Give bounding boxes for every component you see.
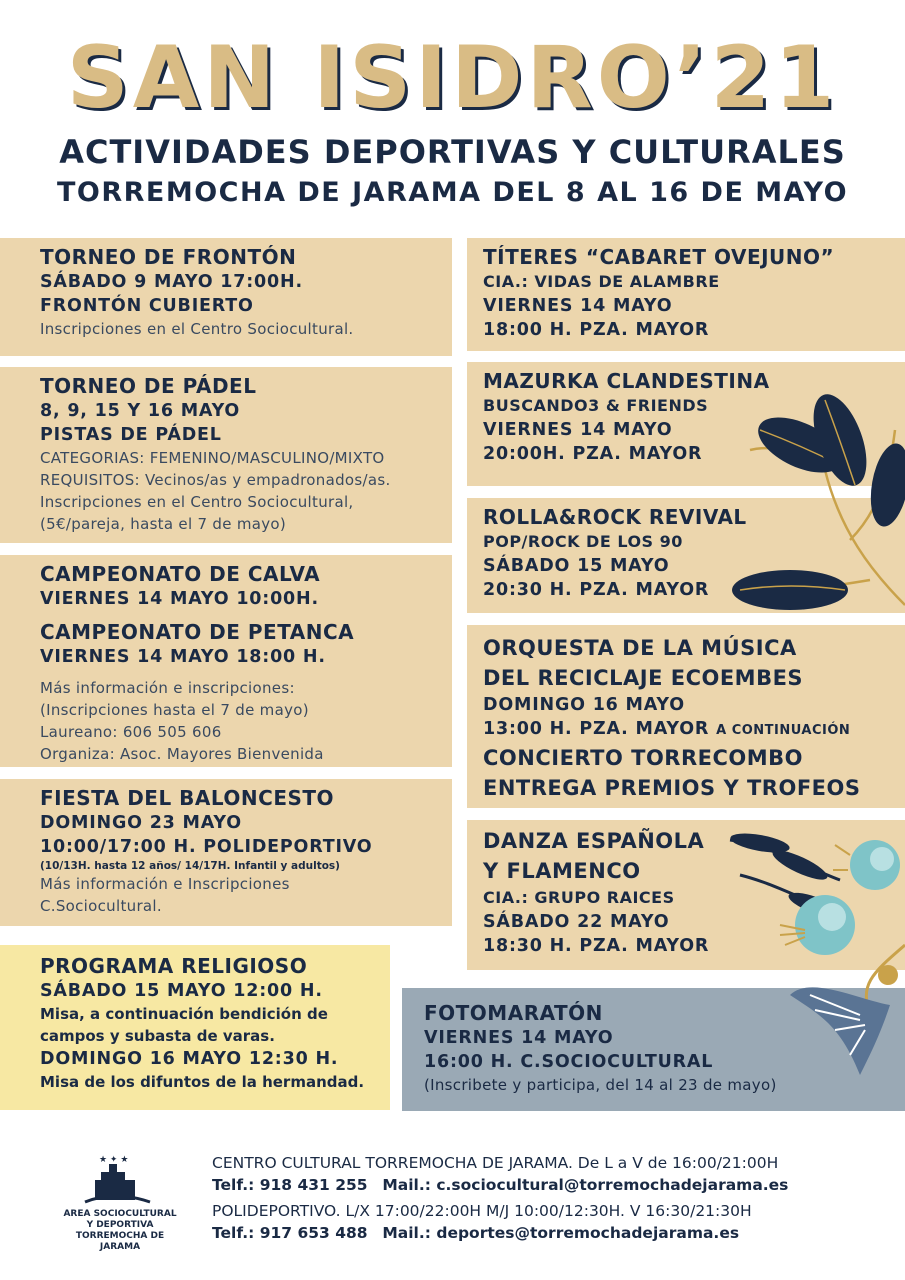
danza-time: 18:30 H. PZA. MAYOR xyxy=(483,936,710,956)
castle-logo-icon xyxy=(55,1150,185,1205)
titeres-date: VIERNES 14 MAYO xyxy=(483,296,673,316)
orquesta-after: A CONTINUACIÓN xyxy=(716,723,851,738)
padel-inscriptions: Inscripciones en el Centro Sociocultural, xyxy=(40,493,354,511)
padel-date: 8, 9, 15 Y 16 MAYO xyxy=(40,401,241,421)
calva-panel xyxy=(0,555,452,767)
danza-date: SÁBADO 22 MAYO xyxy=(483,912,670,932)
calva-date: VIERNES 14 MAYO 10:00H. xyxy=(40,589,319,609)
svg-text:★ ✦ ★: ★ ✦ ★ xyxy=(99,1155,129,1165)
orquesta-title4: ENTREGA PREMIOS Y TROFEOS xyxy=(483,776,861,800)
baloncesto-title: FIESTA DEL BALONCESTO xyxy=(40,786,335,810)
calva-deadline: (Inscripciones hasta el 7 de mayo) xyxy=(40,701,309,719)
religioso-line2: campos y subasta de varas. xyxy=(40,1027,275,1045)
rolla-title: ROLLA&ROCK REVIVAL xyxy=(483,505,747,529)
padel-price: (5€/pareja, hasta el 7 de mayo) xyxy=(40,515,287,533)
baloncesto-date: DOMINGO 23 MAYO xyxy=(40,813,242,833)
danza-title1: DANZA ESPAÑOLA xyxy=(483,829,705,853)
mazurka-date: VIERNES 14 MAYO xyxy=(483,420,673,440)
centro-phone: Telf.: 918 431 255 xyxy=(212,1176,368,1194)
calva-title: CAMPEONATO DE CALVA xyxy=(40,562,321,586)
centro-info: CENTRO CULTURAL TORREMOCHA DE JARAMA. De L a V de 16:00/21:00H xyxy=(212,1154,779,1172)
logo-text-2: Y DEPORTIVA xyxy=(86,1220,154,1230)
logo-text-3: TORREMOCHA DE JARAMA xyxy=(75,1231,165,1252)
mazurka-company: BUSCANDO3 & FRIENDS xyxy=(483,396,709,415)
fronton-title: TORNEO DE FRONTÓN xyxy=(40,245,297,269)
page-subtitle: ACTIVIDADES DEPORTIVAS Y CULTURALES xyxy=(59,133,846,171)
padel-place: PISTAS DE PÁDEL xyxy=(40,425,222,445)
religioso-date2: DOMINGO 16 MAYO 12:30 H. xyxy=(40,1049,339,1069)
event-dates: TORREMOCHA DE JARAMA DEL 8 AL 16 DE MAYO xyxy=(56,177,849,208)
logo-text-1: AREA SOCIOCULTURAL xyxy=(63,1209,177,1219)
calva-info: Más información e inscripciones: xyxy=(40,679,295,697)
padel-categories: CATEGORIAS: FEMENINO/MASCULINO/MIXTO xyxy=(40,449,385,467)
rolla-company: POP/ROCK DE LOS 90 xyxy=(483,532,683,551)
petanca-date: VIERNES 14 MAYO 18:00 H. xyxy=(40,647,326,667)
fronton-date: SÁBADO 9 MAYO 17:00H. xyxy=(40,272,303,292)
baloncesto-panel xyxy=(0,779,452,926)
padel-requirements: REQUISITOS: Vecinos/as y empadronados/as. xyxy=(40,471,391,489)
mazurka-title: MAZURKA CLANDESTINA xyxy=(483,369,770,393)
religioso-line1: Misa, a continuación bendición de xyxy=(40,1005,328,1023)
orquesta-date: DOMINGO 16 MAYO xyxy=(483,695,685,715)
page-title: SAN ISIDRO’21 xyxy=(66,28,839,128)
calva-contact: Laureano: 606 505 606 xyxy=(40,723,222,741)
danza-company: CIA.: GRUPO RAICES xyxy=(483,888,675,907)
foto-note: (Inscribete y participa, del 14 al 23 de mayo) xyxy=(424,1076,777,1094)
petanca-title: CAMPEONATO DE PETANCA xyxy=(40,620,355,644)
rolla-date: SÁBADO 15 MAYO xyxy=(483,556,670,576)
danza-title2: Y FLAMENCO xyxy=(483,859,641,883)
baloncesto-time: 10:00/17:00 H. POLIDEPORTIVO xyxy=(40,837,373,857)
titeres-panel xyxy=(467,238,905,351)
foto-date: VIERNES 14 MAYO xyxy=(424,1028,614,1048)
orquesta-time: 13:00 H. PZA. MAYOR xyxy=(483,719,710,739)
titeres-time: 18:00 H. PZA. MAYOR xyxy=(483,320,710,340)
religioso-line3: Misa de los difuntos de la hermandad. xyxy=(40,1073,365,1091)
padel-title: TORNEO DE PÁDEL xyxy=(40,374,257,398)
poli-email[interactable]: Mail.: deportes@torremochadejarama.es xyxy=(382,1224,740,1242)
calva-organizer: Organiza: Asoc. Mayores Bienvenida xyxy=(40,745,324,763)
leaves-decoration-icon xyxy=(730,390,905,620)
orquesta-title2: DEL RECICLAJE ECOEMBES xyxy=(483,666,804,690)
titeres-company: CIA.: VIDAS DE ALAMBRE xyxy=(483,272,720,291)
poli-phone: Telf.: 917 653 488 xyxy=(212,1224,368,1242)
religioso-panel xyxy=(0,945,390,1110)
baloncesto-info: Más información e Inscripciones xyxy=(40,875,290,893)
fronton-place: FRONTÓN CUBIERTO xyxy=(40,296,254,316)
padel-panel xyxy=(0,367,452,543)
centro-email[interactable]: Mail.: c.sociocultural@torremochadejarama.es xyxy=(382,1176,789,1194)
mazurka-time: 20:00H. PZA. MAYOR xyxy=(483,444,703,464)
logo xyxy=(55,1150,185,1253)
fronton-note: Inscripciones en el Centro Sociocultural. xyxy=(40,320,354,338)
foto-time: 16:00 H. C.SOCIOCULTURAL xyxy=(424,1052,714,1072)
flowers-decoration-icon xyxy=(720,825,905,1095)
titeres-title: TÍTERES “CABARET OVEJUNO” xyxy=(483,245,835,269)
orquesta-title1: ORQUESTA DE LA MÚSICA xyxy=(483,636,797,660)
fronton-panel xyxy=(0,238,452,356)
baloncesto-schedule: (10/13H. hasta 12 años/ 14/17H. Infantil y adultos) xyxy=(40,860,340,872)
orquesta-title3: CONCIERTO TORRECOMBO xyxy=(483,746,804,770)
orquesta-panel xyxy=(467,625,905,808)
baloncesto-place: C.Sociocultural. xyxy=(40,897,162,915)
religioso-title: PROGRAMA RELIGIOSO xyxy=(40,954,308,978)
foto-title: FOTOMARATÓN xyxy=(424,1001,603,1025)
religioso-date1: SÁBADO 15 MAYO 12:00 H. xyxy=(40,981,323,1001)
orquesta-time-line xyxy=(483,717,905,743)
poli-info: POLIDEPORTIVO. L/X 17:00/22:00H M/J 10:00/12:30H. V 16:30/21:30H xyxy=(212,1202,752,1220)
rolla-time: 20:30 H. PZA. MAYOR xyxy=(483,580,710,600)
